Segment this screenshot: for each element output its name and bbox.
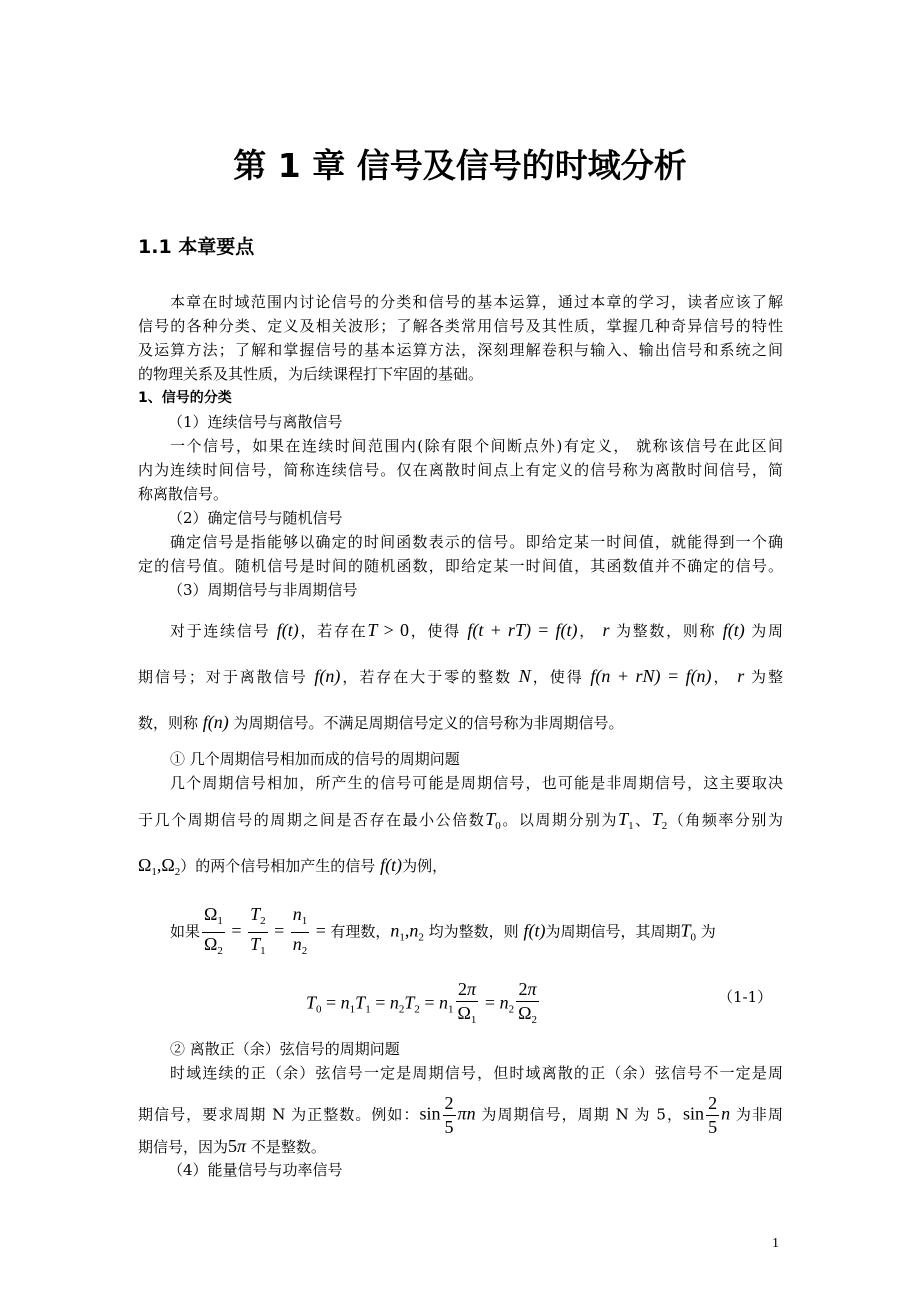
math-symbol: n bbox=[499, 992, 509, 1013]
text-run: 及运算方法；了解和掌握信号的基本运算方法，深刻理解卷积与输入、输出信号和系统之间 bbox=[138, 341, 783, 359]
math-symbol: = bbox=[419, 992, 440, 1013]
math-symbol: n bbox=[340, 992, 350, 1013]
numerator bbox=[443, 1092, 456, 1116]
paragraph-line bbox=[170, 532, 783, 552]
text-run: 不是整数。 bbox=[246, 1138, 326, 1156]
numerator bbox=[291, 903, 310, 933]
math-symbol: π bbox=[237, 1136, 247, 1156]
numerator bbox=[706, 1092, 719, 1116]
math-symbol: T bbox=[485, 809, 496, 829]
math-symbol: n bbox=[292, 934, 302, 954]
text-run: ，使得 bbox=[530, 668, 591, 686]
denominator bbox=[456, 1002, 479, 1031]
math-symbol: π bbox=[527, 979, 537, 999]
text-run: 一个信号，如果在连续时间范围内(除有限个间断点外)有定义， 就称该信号在此区间 bbox=[170, 437, 783, 455]
text-run: 时域连续的正（余）弦信号一定是周期信号，但时域离散的正（余）弦信号不一定是周 bbox=[170, 1064, 783, 1082]
subscript: 2 bbox=[418, 931, 424, 944]
denominator bbox=[291, 933, 310, 962]
math-symbol: T bbox=[306, 992, 317, 1013]
math-symbol: 5 bbox=[228, 1136, 238, 1156]
text-run: 有理数， bbox=[330, 922, 391, 941]
text-run: ， bbox=[711, 668, 738, 686]
subscript: 2 bbox=[414, 1003, 420, 1016]
subscript: 2 bbox=[174, 866, 181, 878]
text-run: 的物理关系及其性质，为后续课程打下牢固的基础。 bbox=[138, 365, 484, 383]
math-line bbox=[138, 855, 447, 882]
paragraph-line bbox=[138, 556, 783, 576]
equation-1-1 bbox=[306, 978, 541, 1031]
math-symbol: sin bbox=[683, 1103, 705, 1124]
math-symbol: T bbox=[250, 934, 261, 954]
math-symbol: n bbox=[389, 992, 399, 1013]
denominator bbox=[706, 1116, 719, 1139]
text-run: （1）连续信号与离散信号 bbox=[168, 413, 343, 431]
text-run: ，若存在 bbox=[298, 622, 368, 640]
math-symbol: = bbox=[321, 992, 341, 1013]
text-run: （3）周期信号与非周期信号 bbox=[168, 581, 358, 599]
math-symbol: > 0 bbox=[377, 620, 409, 640]
math-line bbox=[138, 712, 624, 733]
text-run: 期信号，因为 bbox=[138, 1138, 229, 1156]
text-run: 对于连续信号 bbox=[170, 622, 277, 640]
equation-line bbox=[170, 903, 716, 962]
text-run: 为整数，则称 bbox=[609, 622, 723, 640]
text-run: 于几个周期信号的周期之间是否存在最小公倍数 bbox=[138, 811, 486, 829]
subscript: 1 bbox=[151, 866, 157, 878]
item-heading bbox=[170, 749, 460, 769]
math-symbol: f(t) bbox=[380, 855, 403, 875]
fraction bbox=[248, 903, 268, 962]
subscript: 1 bbox=[365, 1003, 371, 1016]
numerator bbox=[248, 903, 268, 933]
denominator bbox=[248, 933, 268, 962]
math-symbol: Ω bbox=[204, 934, 218, 954]
subscript: 1 bbox=[260, 945, 266, 957]
paragraph-line bbox=[138, 316, 783, 336]
page-number: 1 bbox=[772, 1236, 779, 1251]
subscript: 0 bbox=[495, 820, 501, 832]
text-run: 。以周期分别为 bbox=[500, 811, 619, 829]
text-run: （4）能量信号与功率信号 bbox=[168, 1161, 343, 1179]
math-line bbox=[138, 1092, 783, 1139]
math-line bbox=[138, 809, 783, 836]
math-symbol: f(t) bbox=[276, 620, 299, 640]
math-symbol: , bbox=[404, 920, 410, 941]
text-run: 为例， bbox=[402, 857, 448, 875]
math-symbol: 2 bbox=[518, 979, 528, 999]
math-symbol: Ω bbox=[204, 904, 218, 924]
paragraph-line bbox=[138, 340, 783, 360]
equation-label: （1-1） bbox=[718, 988, 773, 1006]
subscript: 1 bbox=[301, 915, 308, 927]
math-symbol: n bbox=[721, 1103, 731, 1124]
text-run: （2）确定信号与随机信号 bbox=[168, 509, 343, 527]
math-symbol: r bbox=[602, 620, 610, 640]
paragraph-line bbox=[170, 773, 783, 793]
text-run: 如果 bbox=[170, 922, 201, 941]
paragraph-line bbox=[138, 484, 228, 504]
text-run: 期信号，要求周期 N 为正整数。例如： bbox=[138, 1105, 420, 1124]
math-line bbox=[138, 666, 783, 687]
text-run: 为周 bbox=[744, 622, 783, 640]
math-symbol: = bbox=[269, 920, 289, 941]
fraction bbox=[202, 903, 225, 962]
math-symbol: f(n) bbox=[314, 666, 341, 686]
subscript: 2 bbox=[217, 945, 223, 957]
subscript: 1 bbox=[628, 820, 634, 832]
math-symbol: sin bbox=[419, 1103, 441, 1124]
math-symbol: = bbox=[311, 920, 331, 941]
math-symbol: n bbox=[390, 920, 400, 941]
subsection-heading bbox=[138, 388, 232, 408]
subscript: 1 bbox=[448, 1003, 454, 1016]
fraction bbox=[706, 1092, 719, 1139]
math-symbol: = bbox=[226, 920, 247, 941]
math-symbol: 2 bbox=[457, 979, 467, 999]
text-run: ② 离散正（余）弦信号的周期问题 bbox=[170, 1040, 400, 1058]
math-symbol: f(t) bbox=[722, 620, 745, 640]
math-symbol: Ω bbox=[138, 855, 152, 875]
math-symbol: n bbox=[292, 904, 302, 924]
math-symbol: T bbox=[367, 620, 378, 640]
chapter-title: 第 1 章 信号及信号的时域分析 bbox=[233, 146, 687, 185]
subscript: 2 bbox=[531, 1014, 537, 1026]
subscript: 2 bbox=[661, 820, 668, 832]
text-run: 为非周 bbox=[730, 1105, 783, 1124]
subscript: 0 bbox=[316, 1003, 322, 1016]
paragraph-line bbox=[138, 364, 483, 384]
math-symbol: n bbox=[409, 920, 419, 941]
numerator bbox=[516, 978, 538, 1002]
subscript: 0 bbox=[690, 931, 696, 944]
text-run: 期信号；对于离散信号 bbox=[138, 668, 315, 686]
math-symbol: = bbox=[370, 992, 390, 1013]
text-run: 为周期信号。不满足周期信号定义的信号称为非周期信号。 bbox=[228, 714, 624, 732]
math-symbol: f(n) bbox=[202, 712, 229, 732]
math-symbol: T bbox=[651, 809, 662, 829]
text-run: 为周期信号，其周期 bbox=[545, 922, 681, 941]
text-run: 本章在时域范围内讨论信号的分类和信号的基本运算，通过本章的学习，读者应该了解 bbox=[170, 293, 783, 311]
math-symbol: 2 bbox=[708, 1093, 718, 1113]
text-run: ，若存在大于零的整数 bbox=[340, 668, 519, 686]
paragraph-line bbox=[170, 436, 783, 456]
math-symbol: f(t) bbox=[523, 920, 546, 941]
text-run: （角频率分别为 bbox=[667, 811, 783, 829]
text-run: 几个周期信号相加，所产生的信号可能是周期信号，也可能是非周期信号，这主要取决 bbox=[170, 774, 783, 792]
math-symbol: f(t + rT) = f(t) bbox=[467, 620, 578, 640]
math-symbol: Ω bbox=[457, 1003, 471, 1023]
math-symbol: f(n + rN) = f(n) bbox=[590, 666, 712, 686]
section-heading: 1.1 本章要点 bbox=[138, 236, 255, 258]
paragraph-line bbox=[170, 1063, 783, 1083]
text-run: 内为连续时间信号，简称连续信号。仅在离散时间点上有定义的信号称为离散时间信号，简 bbox=[138, 461, 783, 479]
text-run: 为 bbox=[695, 922, 716, 941]
text-run: ① 几个周期信号相加而成的信号的周期问题 bbox=[170, 750, 460, 768]
subscript: 1 bbox=[470, 1014, 477, 1026]
math-symbol: Ω bbox=[518, 1003, 532, 1023]
math-symbol: T bbox=[404, 992, 415, 1013]
item-heading bbox=[168, 412, 343, 432]
text-run: 、 bbox=[633, 811, 652, 829]
fraction bbox=[516, 978, 539, 1031]
math-line bbox=[170, 620, 783, 641]
text-run: 数，则称 bbox=[138, 714, 203, 732]
subscript: 1 bbox=[349, 1003, 356, 1016]
text-run: ）的两个信号相加产生的信号 bbox=[180, 857, 381, 875]
math-symbol: πn bbox=[457, 1103, 476, 1124]
paragraph-line bbox=[170, 292, 783, 312]
item-heading bbox=[168, 508, 343, 528]
math-symbol: ,Ω bbox=[156, 855, 175, 875]
denominator bbox=[516, 1002, 539, 1031]
item-heading bbox=[168, 580, 358, 600]
math-symbol: T bbox=[250, 904, 261, 924]
math-symbol: = bbox=[480, 992, 500, 1013]
text-run: 均为整数，则 bbox=[423, 922, 524, 941]
text-run: ，使得 bbox=[409, 622, 468, 640]
text-run: 信号的各种分类、定义及相关波形；了解各类常用信号及其性质，掌握几种奇异信号的特性 bbox=[138, 317, 783, 335]
item-heading bbox=[168, 1160, 343, 1180]
text-run: 为整 bbox=[744, 668, 783, 686]
subscript: 2 bbox=[301, 945, 308, 957]
fraction bbox=[456, 978, 479, 1031]
fraction bbox=[443, 1092, 456, 1139]
math-symbol: 5 bbox=[444, 1117, 454, 1137]
subscript: 1 bbox=[217, 915, 223, 927]
denominator bbox=[202, 933, 225, 962]
text-run: ， bbox=[577, 622, 603, 640]
subscript: 2 bbox=[260, 915, 266, 927]
math-symbol: 5 bbox=[708, 1117, 718, 1137]
subscript: 2 bbox=[508, 1003, 515, 1016]
math-symbol: n bbox=[439, 992, 449, 1013]
subscript: 1 bbox=[399, 931, 405, 944]
text-run: 确定信号是指能够以确定的时间函数表示的信号。即给定某一时间值，就能得到一个确 bbox=[170, 533, 783, 551]
numerator bbox=[202, 903, 225, 933]
denominator bbox=[443, 1116, 456, 1139]
text-run: 定的信号值。随机信号是时间的随机函数，即给定某一时间值，其函数值并不确定的信号。 bbox=[138, 557, 783, 575]
fraction bbox=[291, 903, 310, 962]
math-line bbox=[138, 1136, 326, 1157]
math-symbol: 2 bbox=[444, 1093, 454, 1113]
math-symbol: T bbox=[680, 920, 691, 941]
math-symbol: π bbox=[466, 979, 476, 999]
text-run: 1、信号的分类 bbox=[138, 390, 232, 406]
math-symbol: r bbox=[737, 666, 745, 686]
text-run: 称离散信号。 bbox=[138, 485, 229, 503]
paragraph-line bbox=[138, 460, 783, 480]
math-symbol: N bbox=[518, 666, 531, 686]
math-symbol: T bbox=[355, 992, 366, 1013]
text-run: 为周期信号，周期 N 为 5， bbox=[475, 1105, 684, 1124]
subscript: 2 bbox=[398, 1003, 405, 1016]
item-heading bbox=[170, 1039, 400, 1059]
math-symbol: T bbox=[618, 809, 629, 829]
numerator bbox=[456, 978, 478, 1002]
